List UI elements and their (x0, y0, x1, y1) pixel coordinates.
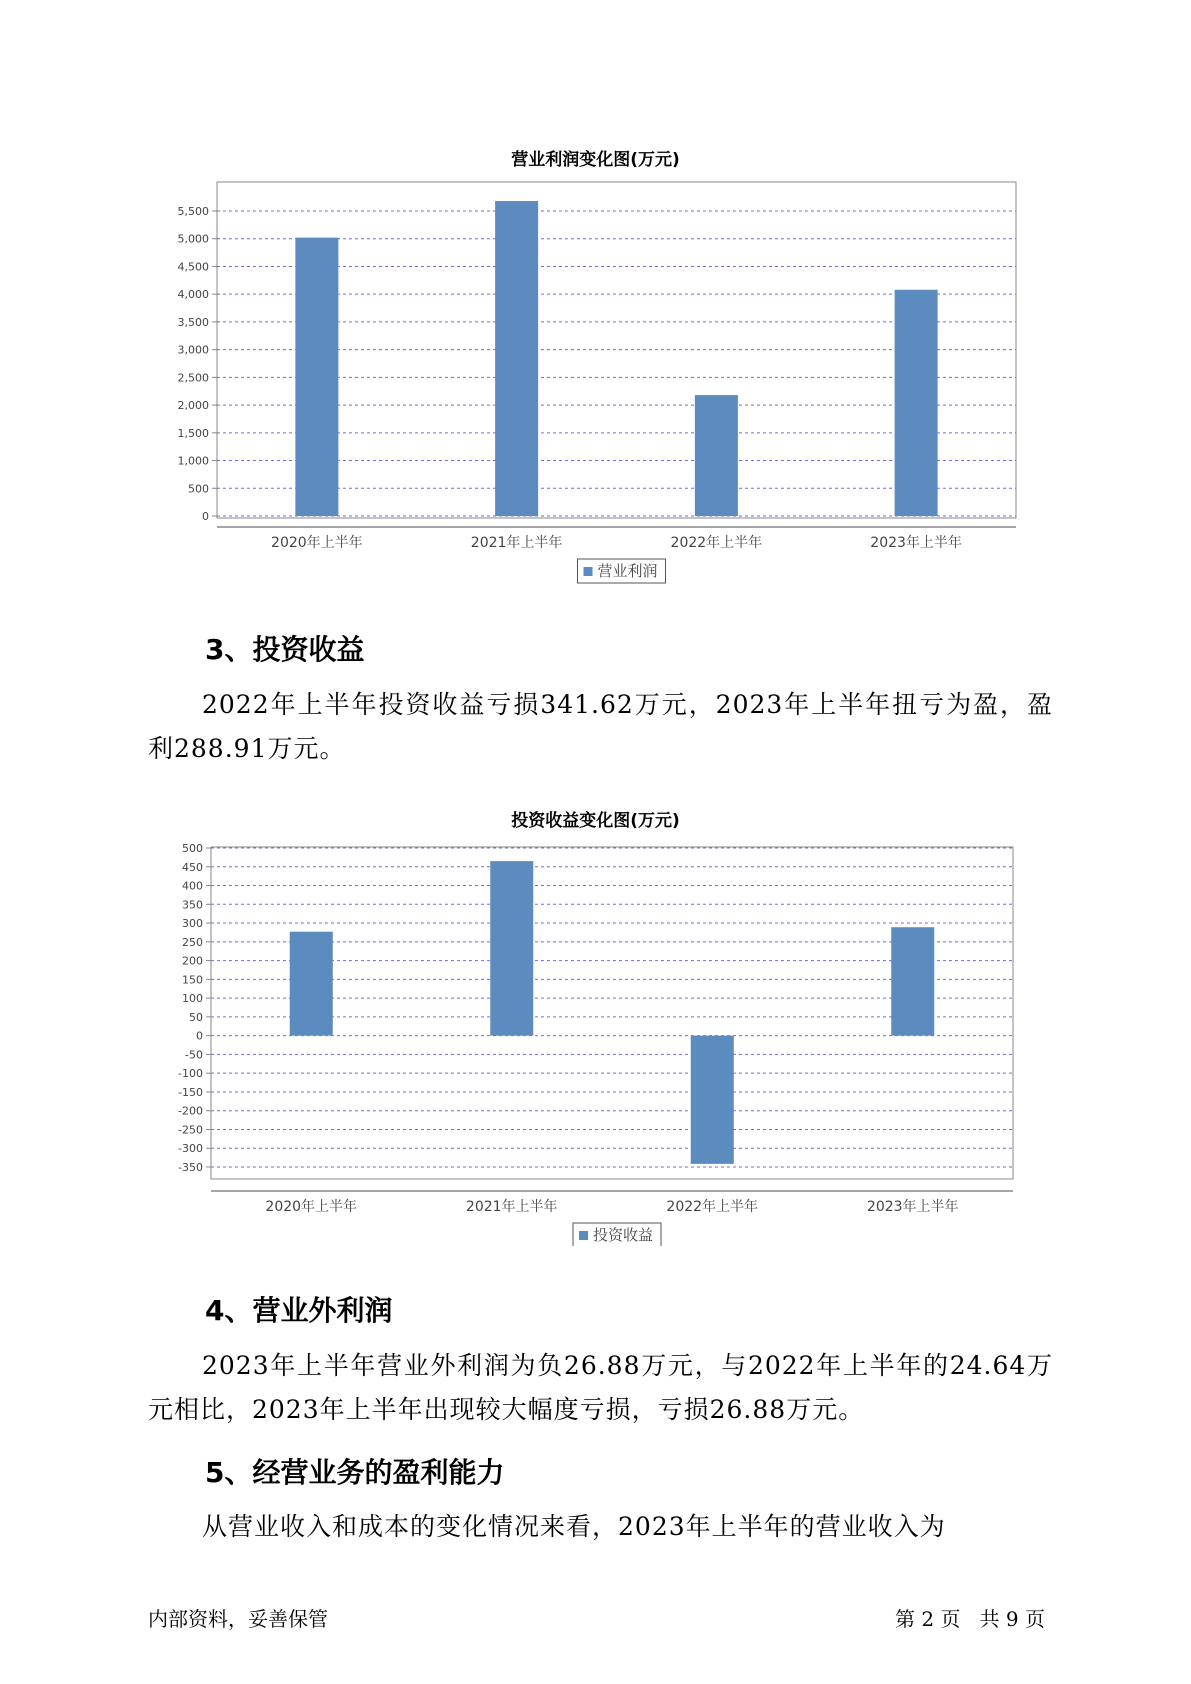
legend-label: 营业利润 (597, 562, 658, 580)
y-tick-label: -250 (178, 1123, 203, 1137)
legend-swatch (584, 567, 593, 576)
y-tick-label: 400 (182, 879, 203, 893)
investment-income-chart (0, 826, 1191, 1246)
y-tick-label: -100 (178, 1067, 203, 1081)
y-tick-label: 5,500 (177, 205, 209, 218)
x-tick-label: 2023年上半年 (870, 535, 962, 551)
y-tick-label: 5,000 (177, 232, 209, 246)
y-tick-label: 3,500 (177, 315, 209, 329)
y-tick-label: 50 (189, 1010, 203, 1024)
y-tick-label: 1,500 (177, 426, 209, 440)
chart1-title: 营业利润变化图(万元) (511, 150, 680, 170)
bar (295, 238, 338, 516)
bar (495, 201, 538, 516)
y-tick-label: -300 (178, 1142, 203, 1156)
bar (290, 932, 333, 1036)
bar (490, 861, 533, 1036)
x-tick-label: 2023年上半年 (866, 1199, 959, 1215)
y-tick-label: 300 (182, 917, 203, 931)
x-tick-label: 2021年上半年 (465, 1199, 558, 1215)
y-tick-label: 100 (182, 992, 203, 1006)
y-tick-label: -350 (178, 1161, 203, 1174)
bar (895, 290, 938, 516)
footer-page-number: 第 2 页 共 9 页 (895, 1607, 1045, 1631)
y-tick-label: 2,000 (177, 399, 209, 413)
y-tick-label: 450 (182, 860, 203, 874)
x-tick-label: 2022年上半年 (666, 1199, 759, 1215)
chart2-title: 投资收益变化图(万元) (511, 811, 680, 831)
y-tick-label: -50 (185, 1048, 203, 1062)
section3-heading: 3、投资收益 (205, 633, 365, 666)
y-tick-label: 0 (196, 1029, 203, 1043)
y-tick-label: 2,500 (177, 371, 209, 385)
y-tick-label: 500 (188, 482, 209, 496)
bar (691, 1036, 734, 1164)
x-tick-label: 2021年上半年 (470, 535, 563, 551)
section5-paragraph: 从营业收入和成本的变化情况来看，2023年上半年的营业收入为 (202, 1512, 946, 1541)
x-tick-label: 2020年上半年 (265, 1199, 358, 1215)
section3-paragraph: 2022年上半年投资收益亏损341.62万元，2023年上半年扭亏为盈，盈利288.91万元。 (148, 690, 1053, 763)
section5-heading: 5、经营业务的盈利能力 (205, 1456, 505, 1489)
y-tick-label: 0 (202, 510, 209, 523)
operating-profit-chart (0, 150, 1191, 595)
y-tick-label: 3,000 (177, 343, 209, 357)
section4-heading: 4、营业外利润 (205, 1294, 393, 1327)
y-tick-label: -150 (178, 1085, 203, 1099)
footer-left: 内部资料，妥善保管 (148, 1607, 328, 1631)
x-tick-label: 2020年上半年 (271, 535, 363, 551)
y-tick-label: 1,000 (177, 454, 209, 468)
y-tick-label: 4,500 (177, 260, 209, 274)
bar (695, 395, 738, 516)
y-tick-label: 4,000 (177, 288, 209, 302)
y-tick-label: 250 (182, 935, 203, 949)
x-tick-label: 2022年上半年 (670, 535, 763, 551)
section4-paragraph: 2023年上半年营业外利润为负26.88万元，与2022年上半年的24.64万元相比，2023年上半年出现较大幅度亏损，亏损26.88万元。 (148, 1351, 1053, 1424)
y-tick-label: -200 (178, 1104, 203, 1118)
bar (891, 927, 934, 1035)
y-tick-label: 150 (182, 973, 203, 987)
y-tick-label: 350 (182, 898, 203, 912)
y-tick-label: 200 (182, 954, 203, 968)
legend-swatch (579, 1231, 588, 1240)
y-tick-label: 500 (182, 842, 203, 855)
legend-label: 投资收益 (593, 1226, 654, 1244)
